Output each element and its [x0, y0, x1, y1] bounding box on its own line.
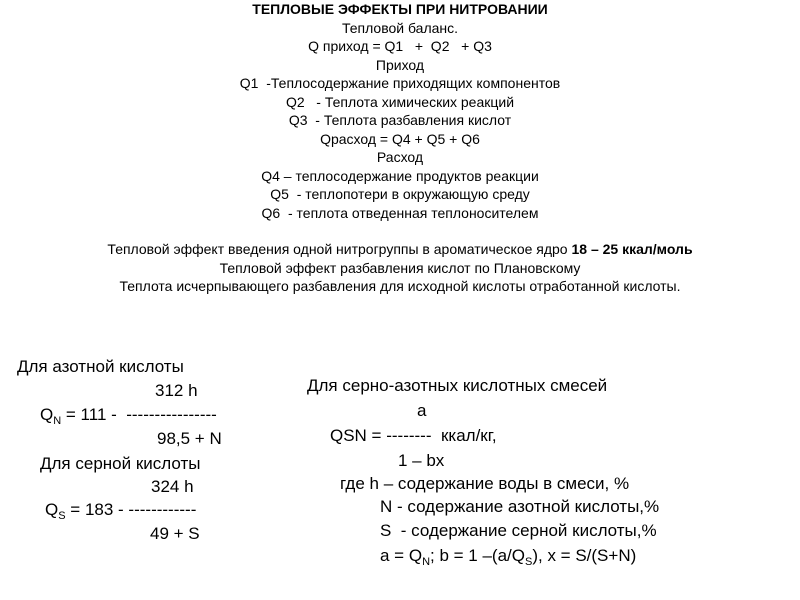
- sulfuric-numerator: 324 h: [151, 477, 194, 496]
- nitro-group-effect-text: Тепловой эффект введения одной нитрогруппы в ароматическое ядро: [107, 241, 572, 257]
- nitric-acid-title: Для азотной кислоты: [17, 357, 184, 376]
- nitric-q: Q: [40, 405, 54, 424]
- expense-label: Расход: [376, 149, 424, 165]
- q2-definition: Q2 - Теплота химических реакций: [285, 93, 515, 110]
- sulfuric-q: Q: [45, 500, 59, 519]
- mixture-numerator: a: [417, 401, 427, 420]
- page-title: ТЕПЛОВЫЕ ЭФФЕКТЫ ПРИ НИТРОВАНИИ: [252, 1, 548, 17]
- q3-definition: Q3 - Теплота разбавления кислот: [288, 112, 512, 128]
- nitric-eq-rest: = 111 - ----------------: [61, 405, 217, 424]
- income-label: Приход: [375, 56, 425, 73]
- a-def-part2: ; b = 1 –(a/Q: [430, 546, 525, 565]
- mixture-denominator: 1 – bx: [398, 451, 445, 470]
- s-definition: S - содержание серной кислоты,%: [380, 521, 657, 540]
- sulfuric-equation: [45, 500, 196, 520]
- top-block: [0, 0, 800, 296]
- exhaustive-dilution: Теплота исчерпывающего разбавления для исходной кислоты отработанной кислоты.: [119, 278, 681, 294]
- nitric-denominator: 98,5 + N: [157, 429, 222, 448]
- nitro-group-effect-value: 18 – 25 ккал/моль: [571, 241, 693, 257]
- nitro-group-effect: [0, 240, 800, 259]
- mixture-equation: QSN = -------- ккал/кг,: [330, 426, 497, 445]
- a-def-part1: a = Q: [380, 546, 423, 565]
- q1-definition: Q1 -Теплосодержание приходящих компонентов: [239, 75, 561, 91]
- sulfuric-eq-rest: = 183 - ------------: [65, 500, 197, 519]
- q5-definition: Q5 - теплопотери в окружающую среду: [270, 186, 530, 202]
- n-definition: N - содержание азотной кислоты,%: [380, 497, 660, 516]
- sulfuric-denominator: 49 + S: [150, 524, 200, 543]
- nitric-subscript: N: [53, 415, 62, 427]
- q4-definition: Q4 – теплосодержание продуктов реакции: [261, 167, 539, 184]
- nitric-numerator: 312 h: [155, 381, 198, 400]
- a-def-sub-n: N: [422, 556, 431, 568]
- sulfuric-subscript: S: [58, 510, 66, 522]
- heat-balance-heading: Тепловой баланс.: [341, 19, 459, 36]
- mixture-title: Для серно-азотных кислотных смесей: [307, 376, 608, 395]
- h-definition: где h – содержание воды в смеси, %: [340, 474, 630, 493]
- nitric-equation: [40, 405, 217, 425]
- abx-definitions: [380, 546, 636, 566]
- a-def-sub-s: S: [525, 556, 533, 568]
- expense-equation: Qрасход = Q4 + Q5 + Q6: [320, 130, 480, 147]
- spacer: [0, 222, 800, 240]
- dilution-effect: Тепловой эффект разбавления кислот по Плановскому: [219, 259, 581, 276]
- q6-definition: Q6 - теплота отведенная теплоносителем: [261, 204, 539, 221]
- income-equation: Q приход = Q1 + Q2 + Q3: [308, 38, 492, 54]
- a-def-part3: ), x = S/(S+N): [532, 546, 637, 565]
- sulfuric-acid-title: Для серной кислоты: [40, 454, 201, 473]
